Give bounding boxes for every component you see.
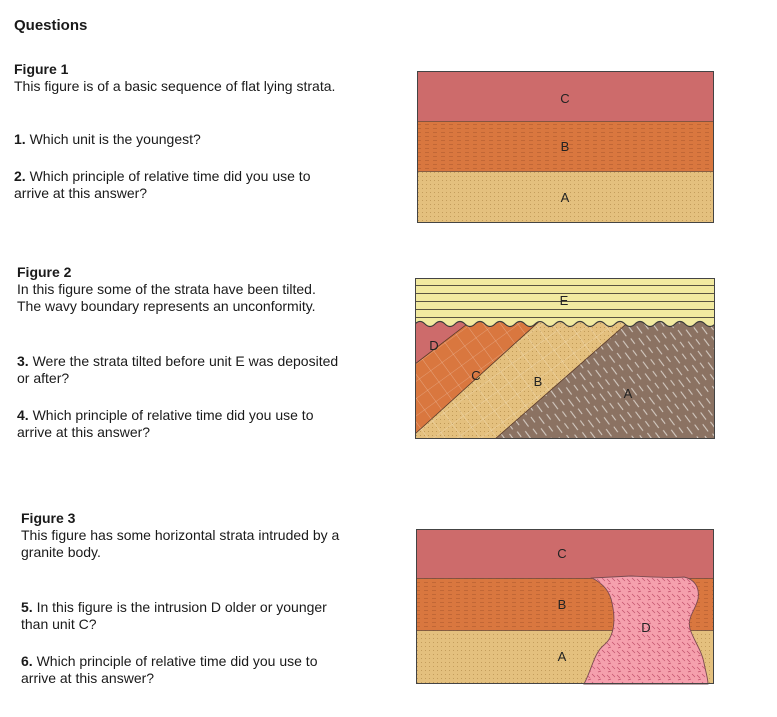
figure3-caption: granite body. (21, 544, 101, 560)
question-text: arrive at this answer? (14, 185, 148, 201)
unit-a-label: A (623, 386, 633, 401)
question-1 (14, 131, 201, 148)
question-2 (14, 168, 311, 202)
page-heading: Questions (14, 17, 88, 34)
question-number: 2. (14, 168, 26, 184)
unit-b-label: B (560, 139, 570, 154)
question-text: than unit C? (21, 616, 97, 632)
unit-a-label: A (560, 190, 570, 205)
question-text: Which unit is the youngest? (29, 131, 201, 147)
figure1-text (14, 61, 335, 95)
question-number: 5. (21, 599, 33, 615)
figure3-diagram (416, 529, 715, 685)
unit-e-label: E (559, 293, 569, 308)
question-6 (21, 653, 318, 687)
question-text: Were the strata tilted before unit E was deposited (32, 353, 339, 369)
question-number: 3. (17, 353, 29, 369)
unit-d-label: D (641, 620, 651, 635)
figure3-caption: This figure has some horizontal strata intruded by a (21, 527, 340, 543)
figure3-title: Figure 3 (21, 510, 76, 526)
question-3 (17, 353, 338, 387)
unit-c-label: C (557, 546, 567, 561)
unit-d-label: D (429, 338, 439, 353)
figure2-title: Figure 2 (17, 264, 72, 280)
question-text: Which principle of relative time did you use to (29, 168, 311, 184)
figure2-caption: The wavy boundary represents an unconformity. (17, 298, 316, 314)
unit-c-label: C (560, 91, 570, 106)
figure2-diagram (415, 278, 715, 439)
figure1-title: Figure 1 (14, 61, 69, 77)
question-number: 1. (14, 131, 26, 147)
figure1-caption: This figure is of a basic sequence of flat lying strata. (14, 78, 336, 94)
question-5 (21, 599, 327, 633)
question-4 (17, 407, 314, 441)
unit-b-label: B (533, 374, 543, 389)
question-number: 6. (21, 653, 33, 669)
unit-a-label: A (557, 649, 567, 664)
question-number: 4. (17, 407, 29, 423)
question-text: or after? (17, 370, 70, 386)
figure1-diagram (417, 71, 715, 224)
unit-b-label: B (557, 597, 567, 612)
figure2-caption: In this figure some of the strata have been tilted. (17, 281, 316, 297)
question-text: Which principle of relative time did you use to (36, 653, 318, 669)
figure3-text (21, 510, 339, 561)
question-text: arrive at this answer? (17, 424, 151, 440)
question-text: In this figure is the intrusion D older or younger (36, 599, 327, 615)
question-text: Which principle of relative time did you use to (32, 407, 314, 423)
question-text: arrive at this answer? (21, 670, 155, 686)
figure2-text (17, 264, 316, 315)
unit-c-label: C (471, 368, 481, 383)
